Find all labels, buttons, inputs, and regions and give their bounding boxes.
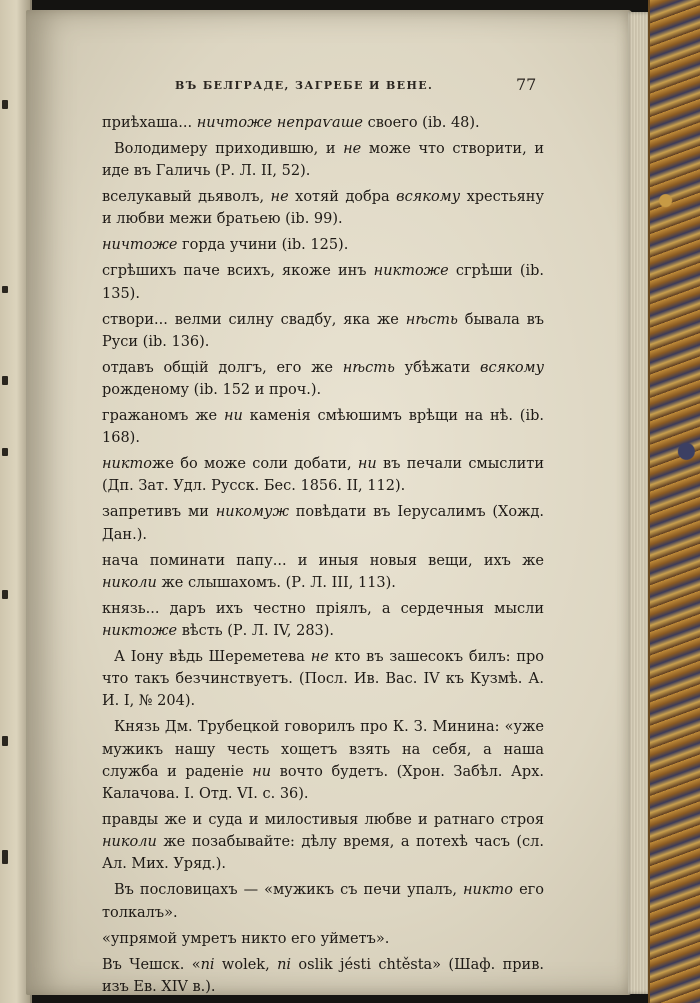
margin-mark: [2, 850, 8, 864]
italic-segment: никомуж: [215, 504, 289, 521]
italic-segment: не: [310, 649, 329, 666]
text-paragraph: [102, 550, 544, 594]
text-segment: wolek,: [214, 956, 278, 973]
text-paragraph: [102, 309, 544, 353]
page-block-edges: [628, 12, 650, 994]
italic-segment: никто: [102, 456, 153, 473]
text-paragraph: [102, 501, 544, 545]
italic-segment: николи: [102, 834, 157, 851]
text-segment: А Іону вѣдь Шереметева: [114, 649, 311, 666]
running-head: ВЪ БЕЛГРАДЕ, ЗАГРЕБЕ И ВЕНЕ.: [175, 79, 434, 92]
italic-segment: никтоже: [373, 263, 449, 280]
text-segment: горда учини (ib. 125).: [177, 237, 349, 254]
text-segment: бывала въ Руси (ib. 136).: [102, 311, 545, 350]
text-segment: Князь Дм. Трубецкой говорилъ про К. З. Минина: «уже мужикъ нашу честь хощетъ взять на себя, а наша служба и раденіе: [102, 719, 544, 780]
italic-segment: не: [270, 189, 289, 206]
text-segment: же позабывайте: дѣлу время, а потехѣ часъ (сл. Ал. Мих. Уряд.).: [102, 834, 544, 873]
text-paragraph: [102, 809, 544, 876]
italic-segment: ni: [200, 956, 215, 973]
text-paragraph: [102, 453, 544, 497]
margin-mark: [2, 590, 8, 599]
text-paragraph: [102, 260, 544, 304]
margin-mark: [2, 448, 8, 456]
text-segment: же бо може соли добати,: [152, 456, 358, 473]
text-segment: «упрямой умретъ никто его уйметъ».: [102, 930, 390, 947]
text-paragraph: [102, 405, 544, 449]
text-segment: отдавъ общій долгъ, его же: [102, 359, 343, 376]
text-paragraph: [102, 357, 544, 401]
text-segment: въ печали смыслити (Дп. Зат. Удл. Русск. Бес. 1856. II, 112).: [102, 456, 544, 495]
text-segment: каменія смѣюшимъ врѣщи на нѣ. (ib. 168).: [102, 408, 544, 447]
text-paragraph: [102, 646, 544, 713]
text-segment: рожденому (ib. 152 и проч.).: [102, 382, 322, 399]
margin-mark: [2, 736, 8, 746]
italic-segment: никтоже: [102, 623, 178, 640]
text-paragraph: [102, 186, 544, 230]
text-segment: вѣсть (Р. Л. IV, 283).: [177, 623, 335, 640]
page-body-text: [102, 112, 544, 1002]
text-segment: хрестьяну и любви межи братьею (ib. 99).: [102, 189, 544, 228]
text-segment: нача поминати папу... и иныя новыя вещи, ихъ же: [102, 552, 544, 569]
text-paragraph: [102, 716, 544, 805]
italic-segment: всякому: [480, 359, 544, 376]
italic-segment: николи: [102, 574, 157, 591]
text-segment: може что створити, и иде въ Галичь (Р. Л. II, 52).: [102, 141, 544, 180]
text-segment: гражаномъ же: [102, 408, 224, 425]
text-paragraph: [102, 879, 544, 923]
text-segment: створи... велми силну свадбу, яка же: [102, 311, 406, 328]
page-number: 77: [516, 75, 537, 94]
text-segment: кто въ зашесокъ билъ: про что такъ безчинствуетъ. (Посл. Ив. Вас. IV къ Кузмѣ. А. И. I, № 204).: [102, 649, 544, 710]
marbled-cover-edge: [648, 0, 700, 1003]
text-paragraph: [102, 928, 544, 950]
text-segment: своего (ib. 48).: [363, 115, 480, 131]
text-segment: князь... даръ ихъ честно прiялъ, а сердечныя мысли: [102, 600, 544, 617]
text-segment: сгрѣшихъ паче всихъ, якоже инъ: [102, 263, 374, 280]
italic-segment: не: [343, 141, 362, 157]
text-segment: же слышахомъ. (Р. Л. III, 113).: [156, 574, 396, 591]
italic-segment: ni: [277, 956, 292, 973]
text-segment: Въ Чешск. «: [102, 956, 201, 973]
text-paragraph: [102, 112, 544, 134]
margin-mark: [2, 286, 8, 293]
italic-segment: ни: [252, 763, 272, 780]
text-segment: вселукавый дьяволъ,: [102, 189, 271, 206]
italic-segment: нѣсть: [405, 311, 458, 328]
italic-segment: ничтоже: [102, 237, 178, 254]
text-segment: Въ пословицахъ — «мужикъ съ печи упалъ,: [114, 882, 463, 899]
italic-segment: ничтоже непраѵаше: [196, 115, 364, 131]
text-segment: приѣхаша...: [102, 115, 197, 131]
margin-mark: [2, 100, 8, 109]
text-segment: его толкалъ».: [102, 882, 544, 921]
text-segment: убѣжати: [394, 359, 480, 376]
text-paragraph: [102, 598, 544, 642]
margin-mark: [2, 376, 8, 385]
italic-segment: всякому: [396, 189, 461, 206]
text-segment: правды же и суда и милостивыя любве и ратнаго строя: [102, 812, 544, 829]
text-segment: повѣдати въ Іерусалимъ (Хожд. Дан.).: [102, 504, 544, 543]
text-paragraph: [102, 954, 544, 998]
text-segment: oslik jésti chtěsta» (Шаф. прив. изъ Ев. XIV в.).: [102, 956, 544, 996]
text-segment: сгрѣши (ib. 135).: [102, 263, 545, 302]
text-segment: запретивъ ми: [102, 504, 216, 521]
italic-segment: ни: [223, 408, 243, 425]
text-paragraph: [102, 138, 544, 182]
text-segment: хотяй добра: [288, 189, 397, 206]
italic-segment: никто: [463, 882, 514, 899]
italic-segment: ни: [357, 456, 377, 473]
italic-segment: нѣсть: [342, 359, 395, 376]
text-segment: вочто будетъ. (Хрон. Забѣл. Арх. Калачова. I. Отд. VI. с. 36).: [102, 763, 544, 803]
text-segment: Володимеру приходившю, и: [114, 141, 344, 157]
text-paragraph: [102, 234, 544, 256]
